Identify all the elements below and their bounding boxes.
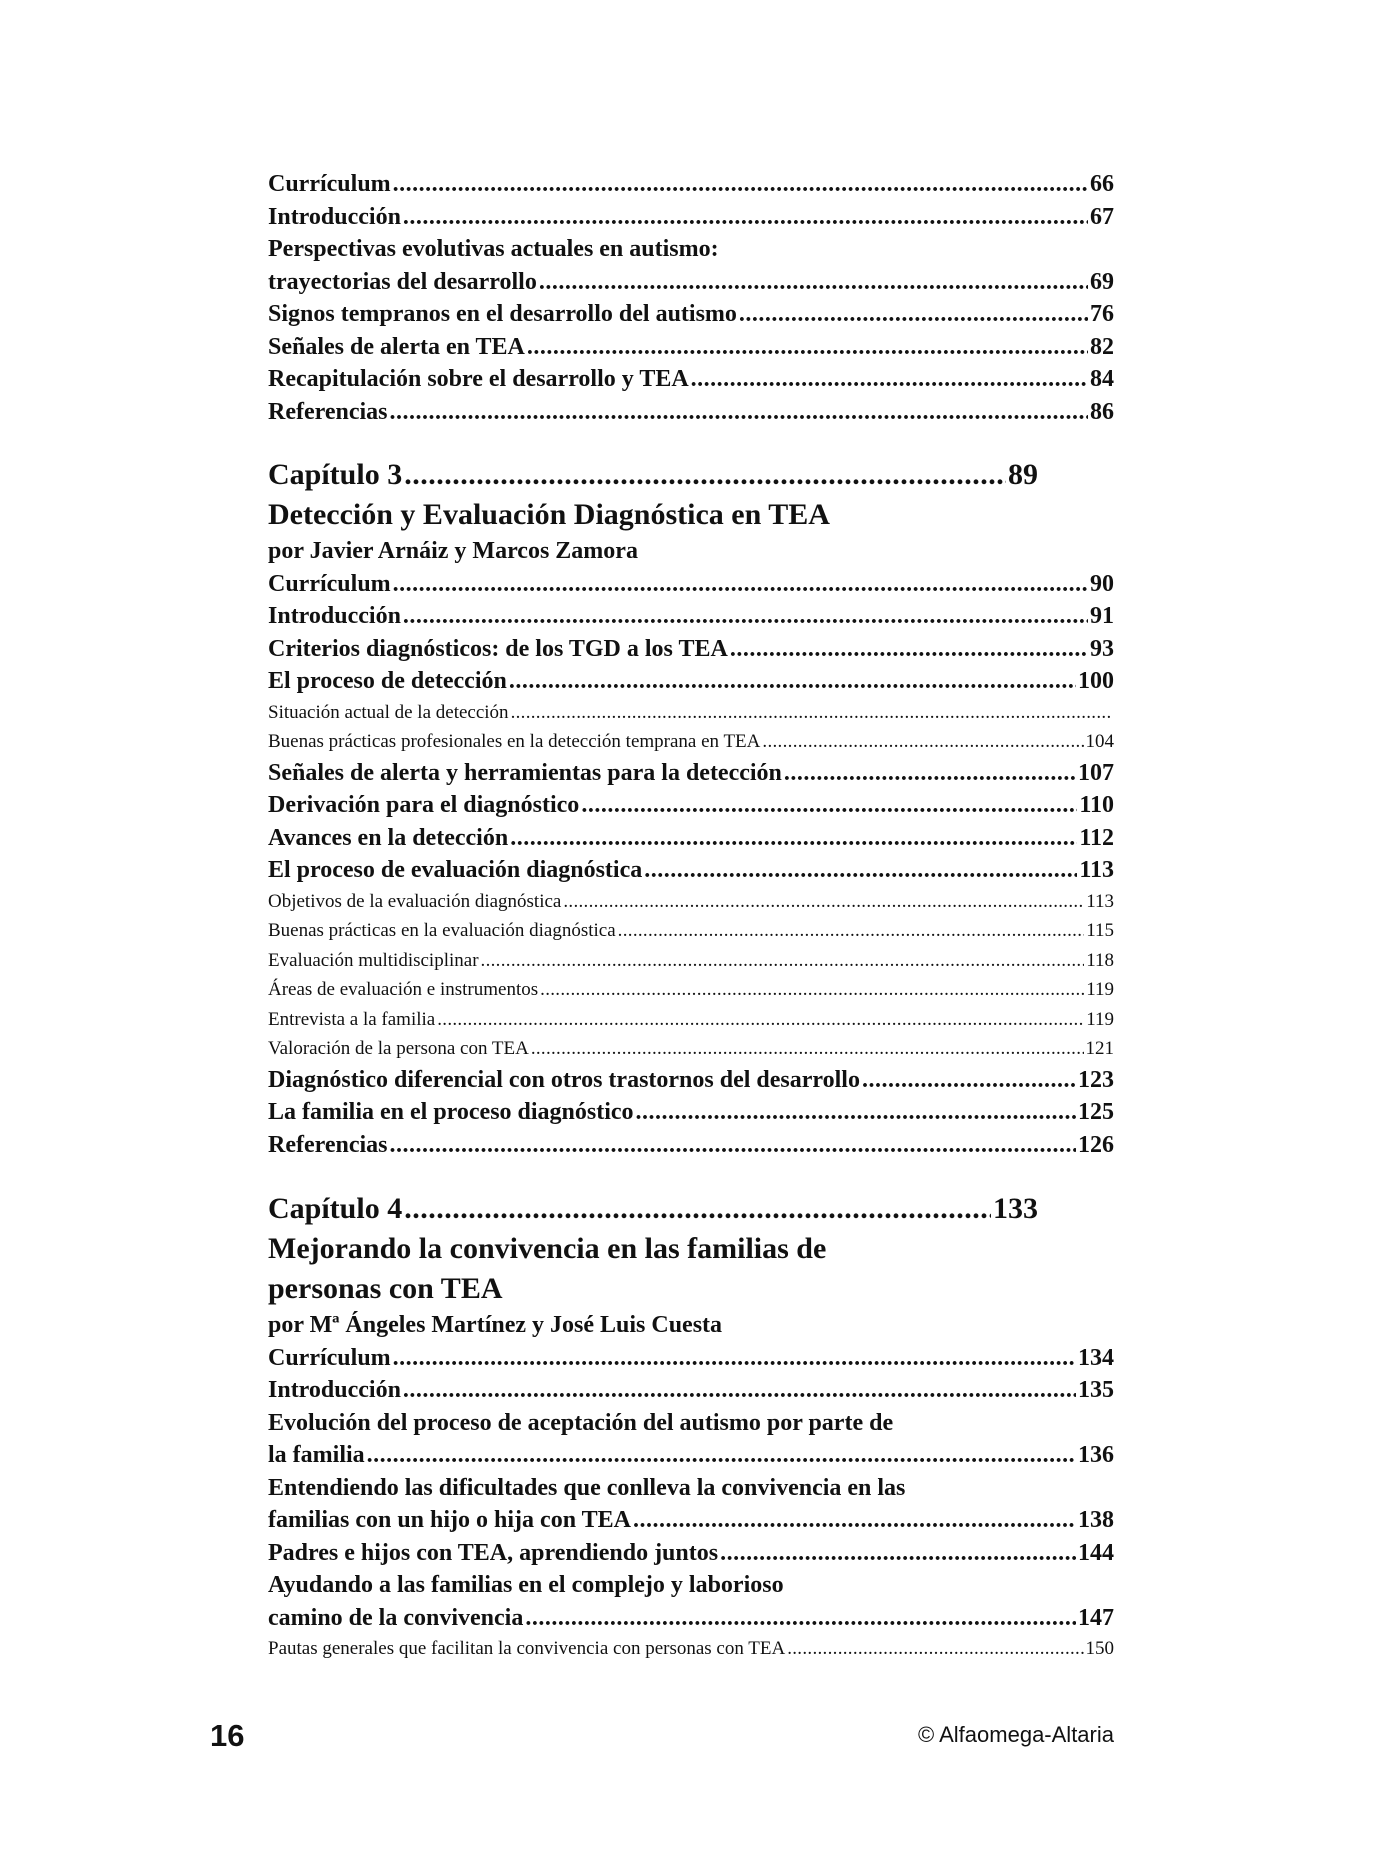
toc-entry-title: Entrevista a la familia: [268, 1008, 436, 1030]
toc-entry-title: Signos tempranos en el desarrollo del autismo: [268, 301, 737, 327]
toc-entry-page: 125: [1078, 1099, 1114, 1125]
toc-entry-page: 100: [1078, 668, 1114, 694]
toc-entry[interactable]: [268, 201, 1114, 234]
toc-subentry[interactable]: [268, 1005, 1114, 1035]
dot-leader: [563, 887, 1084, 917]
toc-entry-page: 67: [1090, 203, 1114, 230]
toc-entry-page: 115: [1086, 920, 1114, 941]
toc-entry-page: 134: [1078, 1344, 1114, 1371]
dot-leader: [527, 331, 1088, 364]
toc-heading-line: Evolución del proceso de aceptación del autismo por parte de: [268, 1409, 894, 1436]
toc-entry-page: 118: [1086, 949, 1114, 971]
toc-entry[interactable]: [268, 1129, 1114, 1162]
toc-subentry[interactable]: [268, 727, 1114, 757]
toc-entry-page: 86: [1090, 398, 1114, 425]
dot-leader: [509, 665, 1076, 698]
toc-entry-page: 119: [1086, 979, 1114, 1000]
toc-entry-title: Introducción: [268, 603, 401, 629]
dot-leader: [393, 568, 1088, 601]
toc-entry-title: Pautas generales que facilitan la convivencia con personas con TEA: [268, 1638, 786, 1659]
toc-entry[interactable]: [268, 789, 1114, 822]
dot-leader: [540, 975, 1084, 1005]
toc-entry-page: 82: [1090, 333, 1114, 360]
toc-entry[interactable]: [268, 1374, 1114, 1407]
toc-entry-page: 69: [1090, 268, 1114, 295]
toc-entry-page: 150: [1085, 1638, 1114, 1659]
toc-entry-page: 133: [993, 1192, 1038, 1225]
toc-subentry[interactable]: [268, 887, 1114, 917]
toc-entry-title: Capítulo 3: [268, 458, 403, 491]
toc-entry-title: trayectorias del desarrollo: [268, 268, 537, 295]
toc-entry-title: Valoración de la persona con TEA: [268, 1038, 529, 1059]
toc-entry-title: Avances en la detección: [268, 824, 509, 851]
chapter-entry[interactable]: [268, 1189, 1038, 1229]
toc-entry-title: Buenas prácticas profesionales en la detección temprana en TEA: [268, 731, 761, 752]
dot-leader: [720, 1537, 1076, 1570]
toc-entry-page: 126: [1078, 1131, 1114, 1158]
toc-entry-page: 104: [1085, 731, 1114, 752]
toc-entry-page: 123: [1078, 1066, 1114, 1093]
toc-entry-page: 107: [1078, 759, 1114, 786]
dot-leader: [581, 789, 1077, 822]
dot-leader: [403, 1374, 1076, 1407]
toc-entry[interactable]: [268, 854, 1114, 887]
toc-entry-title: Situación actual de la detección: [268, 701, 509, 723]
toc-subentry[interactable]: [268, 916, 1114, 946]
dot-leader: [531, 1034, 1084, 1064]
toc-entry-title: Padres e hijos con TEA, aprendiendo juntos: [268, 1539, 719, 1566]
toc-entry-page: 136: [1078, 1442, 1114, 1468]
toc-entry[interactable]: [268, 822, 1114, 855]
toc-entry[interactable]: [268, 1439, 1114, 1472]
chapter-entry[interactable]: [268, 455, 1038, 495]
toc-entry[interactable]: [268, 1342, 1114, 1375]
dot-leader: [618, 916, 1085, 946]
toc-entry-page: 89: [1008, 458, 1038, 491]
toc-entry-page: 135: [1078, 1377, 1114, 1403]
dot-leader: [862, 1064, 1076, 1097]
toc-entry-title: Referencias: [268, 1131, 388, 1158]
dot-leader: [730, 633, 1088, 666]
toc-entry-page: 144: [1078, 1539, 1114, 1566]
dot-leader: [636, 1096, 1076, 1129]
dot-leader: [393, 1342, 1076, 1375]
toc-entry-title: Currículum: [268, 570, 391, 597]
dot-leader: [511, 698, 1112, 728]
section-spacer: [268, 428, 1114, 455]
toc-entry[interactable]: [268, 363, 1114, 396]
toc-heading-line: Perspectivas evolutivas actuales en autismo:: [268, 236, 719, 262]
toc-heading-line: por Mª Ángeles Martínez y José Luis Cuesta: [268, 1312, 723, 1338]
toc-entry[interactable]: [268, 1602, 1114, 1635]
toc-entry-title: la familia: [268, 1442, 365, 1468]
toc-entry[interactable]: [268, 600, 1114, 633]
dot-leader: [393, 168, 1088, 201]
toc-entry-title: Objetivos de la evaluación diagnóstica: [268, 890, 562, 912]
dot-leader: [403, 600, 1088, 633]
toc-entry-title: Currículum: [268, 171, 391, 197]
toc-entry-page: 110: [1079, 792, 1114, 818]
toc-subentry[interactable]: [268, 698, 1114, 728]
toc-entry-title: Diagnóstico diferencial con otros trastornos del desarrollo: [268, 1066, 860, 1093]
dot-leader: [367, 1439, 1076, 1472]
toc-entry-page: 119: [1086, 1008, 1114, 1030]
toc-subentry[interactable]: [268, 946, 1114, 976]
toc-entry[interactable]: [268, 1504, 1114, 1537]
dot-leader: [787, 1634, 1083, 1664]
toc-entry-page: 84: [1090, 366, 1114, 392]
toc-entry-page: 93: [1090, 635, 1114, 662]
toc-entry[interactable]: [268, 757, 1114, 790]
dot-leader: [390, 396, 1088, 429]
toc-entry[interactable]: [268, 396, 1114, 429]
toc-entry-title: Señales de alerta y herramientas para la detección: [268, 759, 782, 786]
toc-entry-title: Introducción: [268, 1377, 401, 1403]
toc-entry-title: familias con un hijo o hija con TEA: [268, 1507, 631, 1533]
dot-leader: [784, 757, 1076, 790]
toc-entry-title: Áreas de evaluación e instrumentos: [268, 979, 539, 1000]
toc-entry-title: La familia en el proceso diagnóstico: [268, 1099, 634, 1125]
toc-entry[interactable]: [268, 633, 1114, 666]
dot-leader: [404, 455, 1006, 495]
dot-leader: [644, 854, 1077, 887]
toc-entry-title: Señales de alerta en TEA: [268, 333, 525, 360]
page-number: 16: [210, 1718, 245, 1753]
toc-entry-page: 112: [1079, 824, 1114, 851]
dot-leader: [390, 1129, 1076, 1162]
toc-subentry[interactable]: [268, 975, 1114, 1005]
toc-entry-page: 138: [1078, 1507, 1114, 1533]
dot-leader: [403, 201, 1088, 234]
dot-leader: [633, 1504, 1076, 1537]
toc-heading-line: por Javier Arnáiz y Marcos Zamora: [268, 538, 638, 564]
toc-entry-title: Buenas prácticas en la evaluación diagnóstica: [268, 920, 616, 941]
toc-heading-line: Ayudando a las familias en el complejo y laborioso: [268, 1572, 784, 1598]
dot-leader: [691, 363, 1088, 396]
toc-entry[interactable]: [268, 331, 1114, 364]
table-of-contents: [268, 168, 1114, 1664]
toc-entry[interactable]: [268, 568, 1114, 601]
dot-leader: [404, 1189, 991, 1229]
toc-entry-page: 91: [1090, 603, 1114, 629]
toc-entry-title: Evaluación multidisciplinar: [268, 949, 479, 971]
toc-entry[interactable]: [268, 168, 1114, 201]
toc-entry-title: Criterios diagnósticos: de los TGD a los TEA: [268, 635, 728, 662]
chapter-title: Mejorando la convivencia en las familias de: [268, 1232, 827, 1265]
chapter-title: Detección y Evaluación Diagnóstica en TEA: [268, 498, 830, 531]
toc-entry[interactable]: [268, 665, 1114, 698]
toc-entry-page: 90: [1090, 570, 1114, 597]
toc-entry-page: 76: [1090, 301, 1114, 327]
toc-entry[interactable]: [268, 266, 1114, 299]
dot-leader: [437, 1005, 1084, 1035]
toc-entry-title: Recapitulación sobre el desarrollo y TEA: [268, 366, 689, 392]
toc-entry-title: El proceso de detección: [268, 668, 507, 694]
toc-entry[interactable]: [268, 1096, 1114, 1129]
toc-entry-page: 121: [1085, 1038, 1114, 1059]
section-spacer: [268, 1161, 1114, 1189]
dot-leader: [481, 946, 1085, 976]
toc-entry-title: camino de la convivencia: [268, 1604, 524, 1631]
toc-subentry[interactable]: [268, 1634, 1114, 1664]
toc-subentry[interactable]: [268, 1034, 1114, 1064]
toc-entry[interactable]: [268, 1537, 1114, 1570]
dot-leader: [510, 822, 1077, 855]
toc-entry[interactable]: [268, 298, 1114, 331]
copyright-notice: © Alfaomega-Altaria: [918, 1722, 1114, 1747]
dot-leader: [739, 298, 1088, 331]
toc-entry[interactable]: [268, 1064, 1114, 1097]
chapter-title: personas con TEA: [268, 1272, 503, 1305]
toc-entry-page: 147: [1078, 1604, 1114, 1631]
toc-entry-title: Referencias: [268, 398, 388, 425]
toc-entry-title: Capítulo 4: [268, 1192, 403, 1225]
toc-entry-page: 113: [1079, 857, 1114, 883]
dot-leader: [539, 266, 1088, 299]
toc-entry-title: El proceso de evaluación diagnóstica: [268, 857, 643, 883]
dot-leader: [762, 727, 1083, 757]
toc-entry-title: Introducción: [268, 203, 401, 230]
dot-leader: [525, 1602, 1076, 1635]
toc-entry-title: Derivación para el diagnóstico: [268, 792, 580, 818]
toc-entry-page: 113: [1086, 890, 1114, 912]
toc-heading-line: Entendiendo las dificultades que conlleva la convivencia en las: [268, 1474, 906, 1501]
toc-entry-title: Currículum: [268, 1344, 391, 1371]
toc-entry-page: 66: [1090, 171, 1114, 197]
